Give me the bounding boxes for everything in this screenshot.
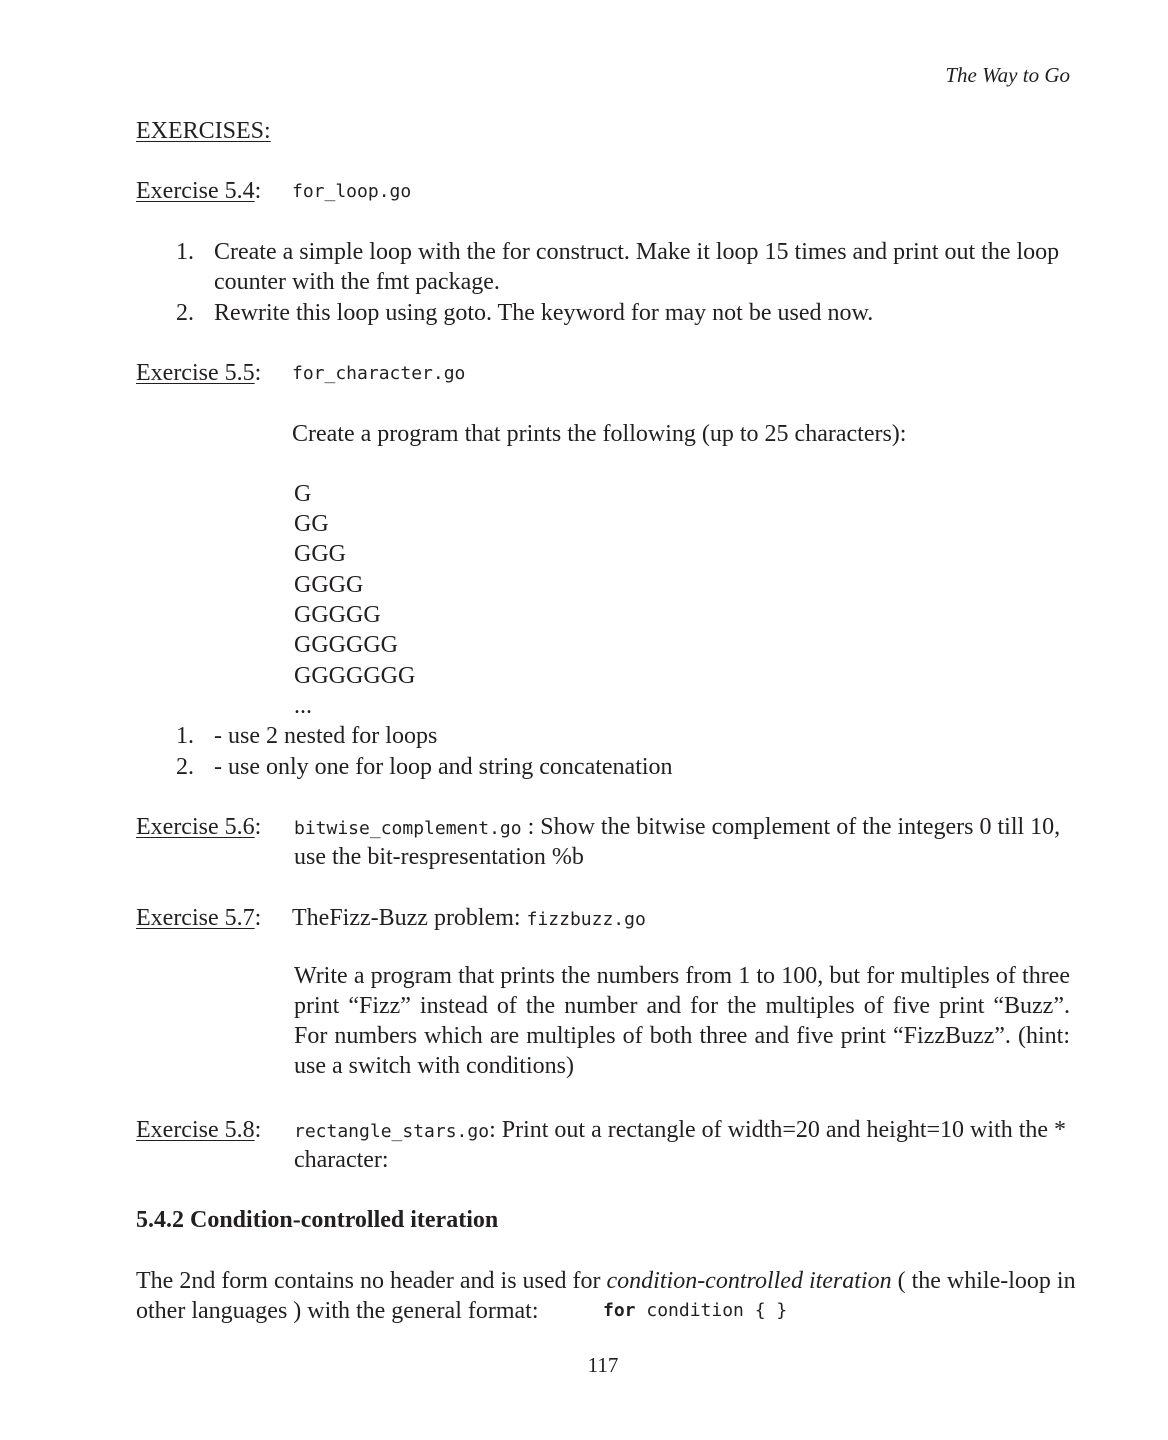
exercise-5-7-filename: fizzbuzz.go (526, 909, 646, 930)
exercise-5-5-intro: Create a program that prints the following (up to 25 characters): (292, 421, 907, 447)
exercise-5-7-title (292, 906, 646, 930)
label-colon: : (254, 360, 262, 386)
section-paragraph (136, 1269, 1076, 1293)
pattern-line: GGGGGG (294, 632, 398, 658)
pattern-line: G (294, 481, 312, 507)
exercise-label-text: Exercise 5.7 (136, 905, 255, 931)
exercise-5-8-description: : Print out a rectangle of width=20 and height=10 with the * (489, 1117, 1067, 1143)
running-header: The Way to Go (945, 63, 1070, 87)
exercise-5-8-text (294, 1118, 1066, 1142)
pattern-line: GGGGG (294, 602, 381, 628)
exercise-5-7-prefix: TheFizz-Buzz problem: (292, 905, 527, 931)
exercise-label-text: Exercise 5.5 (136, 360, 255, 386)
exercise-5-5-label (136, 361, 261, 385)
section-paragraph-continued: other languages ) with the general format: (136, 1298, 539, 1324)
list-item-text: Rewrite this loop using goto. The keyword for may not be used now. (214, 300, 874, 326)
exercise-5-6-text-continued: use the bit-respresentation %b (294, 844, 584, 870)
exercise-5-7-label (136, 906, 261, 930)
exercise-5-8-filename: rectangle_stars.go (294, 1121, 490, 1142)
exercise-5-5-filename: for_character.go (292, 363, 466, 384)
exercise-5-6-filename: bitwise_complement.go (294, 818, 522, 839)
exercise-label-text: Exercise 5.4 (136, 178, 255, 204)
exercise-label-text: Exercise 5.8 (136, 1117, 255, 1143)
code-keyword: for (603, 1300, 636, 1321)
list-item-number: 2. (176, 754, 194, 780)
paragraph-text: The 2nd form contains no header and is used for (136, 1268, 607, 1294)
pattern-line: GGGGGGG (294, 663, 416, 689)
list-item-number: 1. (176, 723, 194, 749)
pattern-ellipsis: ... (294, 693, 312, 719)
exercise-5-7-description: Write a program that prints the numbers from 1 to 100, but for multiples of three print “Fizz” instead of the number and for the multiples of five print “Buzz”. For numbers which are multiples of both three and five print “FizzBuzz”. (hint: use a switch with conditions) (294, 963, 1070, 1079)
exercises-heading: EXERCISES: (136, 118, 271, 144)
exercise-label-text: Exercise 5.6 (136, 814, 255, 840)
list-item-number: 1. (176, 239, 194, 265)
exercise-5-6-label (136, 815, 261, 839)
exercise-5-4-filename: for_loop.go (292, 181, 412, 202)
exercise-5-6-text (294, 815, 1060, 839)
pattern-line: GGGG (294, 572, 364, 598)
label-colon: : (254, 814, 262, 840)
code-snippet (603, 1302, 787, 1320)
list-item-text: - use 2 nested for loops (214, 723, 438, 749)
exercise-5-4-label (136, 179, 261, 203)
label-colon: : (254, 1117, 262, 1143)
list-item-number: 2. (176, 300, 194, 326)
exercise-5-8-label (136, 1118, 261, 1142)
code-text: condition { } (635, 1300, 788, 1321)
list-item-text: - use only one for loop and string concatenation (214, 754, 673, 780)
pattern-line: GGG (294, 541, 346, 567)
label-colon: : (254, 905, 262, 931)
paragraph-text: ( the while-loop in (891, 1268, 1076, 1294)
section-heading: 5.4.2 Condition-controlled iteration (136, 1207, 499, 1233)
paragraph-emphasis: condition-controlled iteration (606, 1268, 892, 1294)
exercise-5-8-text-continued: character: (294, 1147, 389, 1173)
page-number: 117 (587, 1353, 619, 1377)
pattern-line: GG (294, 511, 329, 537)
list-item-text: Create a simple loop with the for construct. Make it loop 15 times and print out the loop (214, 239, 1060, 265)
label-colon: : (254, 178, 262, 204)
exercise-5-6-description: : Show the bitwise complement of the integers 0 till 10, (521, 814, 1061, 840)
list-item-text-continued: counter with the fmt package. (214, 269, 500, 295)
